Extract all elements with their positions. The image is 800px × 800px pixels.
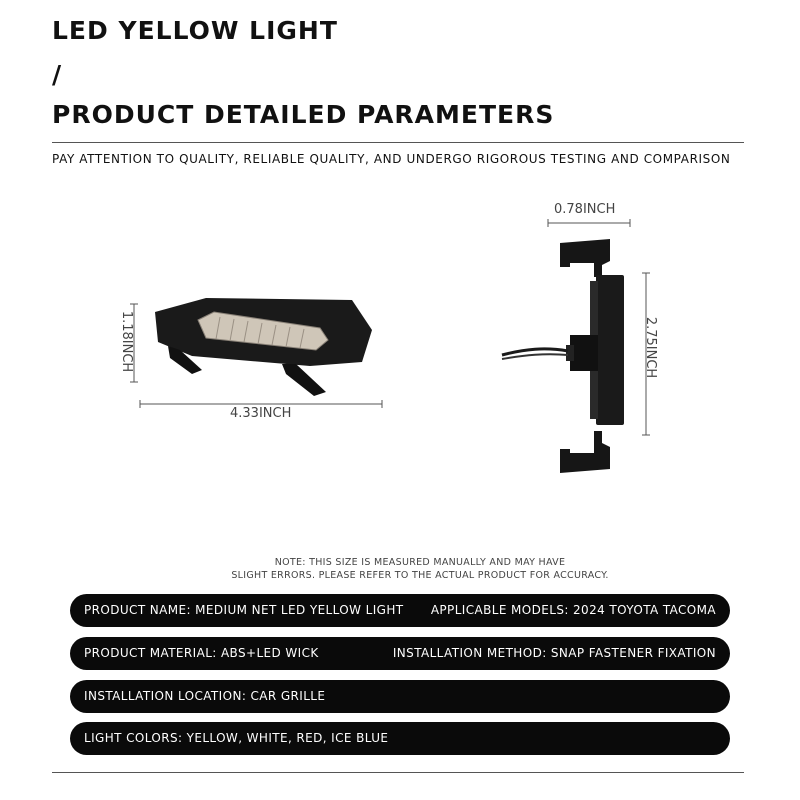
title-line-2: PRODUCT DETAILED PARAMETERS (52, 100, 555, 129)
installation-location: INSTALLATION LOCATION: CAR GRILLE (84, 689, 326, 703)
product-name: PRODUCT NAME: MEDIUM NET LED YELLOW LIGHT (84, 603, 404, 617)
top-divider (52, 142, 744, 143)
mounting-leg-right (282, 364, 326, 396)
product-material: PRODUCT MATERIAL: ABS+LED WICK (84, 646, 319, 660)
title-slash: / (52, 60, 63, 89)
light-colors: LIGHT COLORS: YELLOW, WHITE, RED, ICE BLUE (84, 731, 389, 745)
param-row-2 (70, 637, 730, 670)
product-side-view (490, 195, 660, 485)
dimension-depth-label: 0.78INCH (554, 202, 616, 217)
title-line-1: LED YELLOW LIGHT (52, 16, 338, 45)
product-front-view (110, 290, 400, 425)
dimension-height-left-label: 1.18INCH (119, 310, 135, 373)
connector (570, 335, 598, 371)
side-body (596, 275, 624, 425)
param-row-4 (70, 722, 730, 755)
note-line-2: SLIGHT ERRORS. PLEASE REFER TO THE ACTUAL PRODUCT FOR ACCURACY. (231, 570, 609, 581)
note-line-1: NOTE: THIS SIZE IS MEASURED MANUALLY AND MAY HAVE (274, 557, 566, 568)
installation-method: INSTALLATION METHOD: SNAP FASTENER FIXATION (392, 646, 716, 660)
bottom-divider (52, 772, 744, 773)
subtitle: PAY ATTENTION TO QUALITY, RELIABLE QUALITY, AND UNDERGO RIGOROUS TESTING AND COMPARISON (52, 152, 731, 166)
applicable-models: APPLICABLE MODELS: 2024 TOYOTA TACOMA (430, 603, 716, 617)
dimension-height-right-label: 2.75INCH (643, 316, 659, 379)
depth-dimension-line (548, 219, 630, 227)
param-row-1 (70, 594, 730, 627)
dimension-width-label: 4.33INCH (230, 406, 292, 421)
bottom-clip (560, 431, 610, 473)
top-clip (560, 239, 610, 277)
param-row-3 (70, 680, 730, 713)
